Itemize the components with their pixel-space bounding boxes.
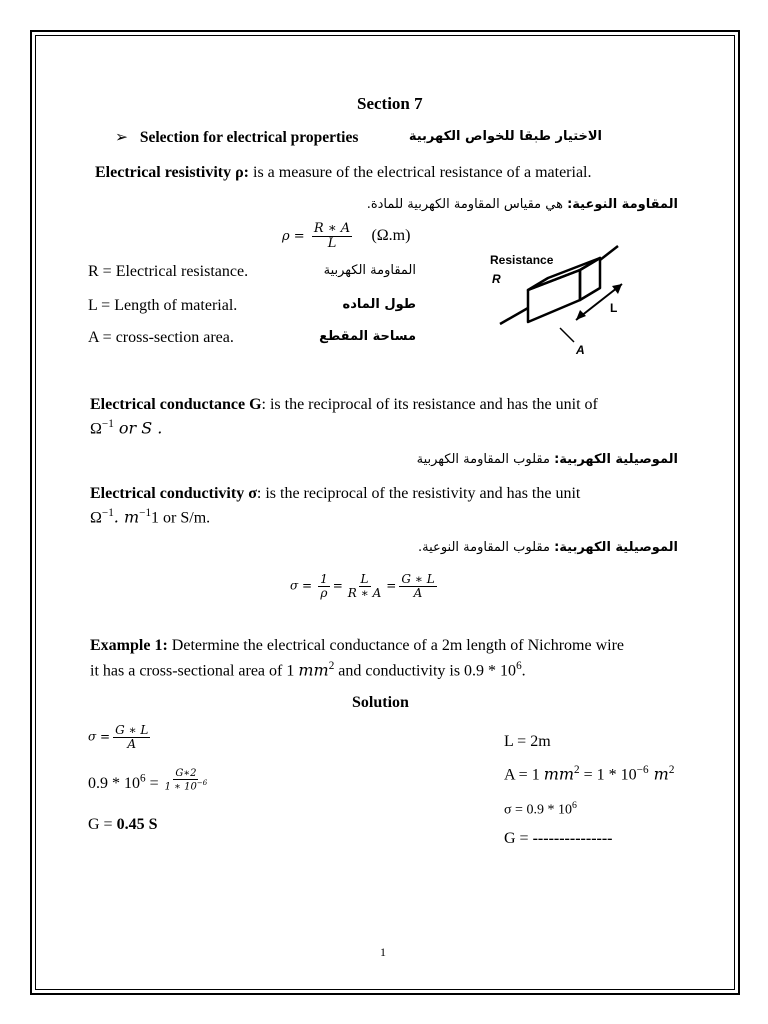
- s1-num: G ∗ L: [115, 723, 149, 737]
- example-text-2c: .: [521, 662, 526, 680]
- definition-l: L = Length of material.: [88, 297, 238, 314]
- given-s: σ = 0.9 * 10: [504, 802, 572, 818]
- definition-r: R = Electrical resistance.: [88, 263, 249, 280]
- cf-eq-1: =: [332, 578, 343, 593]
- conductivity-formula: [290, 573, 437, 600]
- conductivity-definition: [90, 485, 580, 503]
- s1-lhs: σ =: [88, 729, 111, 744]
- conductance-text: : is the reciprocal of its resistance and has the unit of: [261, 396, 598, 413]
- s3-a: G =: [88, 816, 117, 833]
- cf-frac-3-den: A: [413, 586, 423, 601]
- solution-step-2: [88, 768, 209, 796]
- given-g2: ---------------: [532, 830, 613, 847]
- solution-step-1: [88, 724, 150, 751]
- cf-frac-3: [399, 573, 436, 600]
- figure-label-l: L: [610, 301, 618, 315]
- example-unit-exp: 2: [328, 660, 335, 672]
- s2-den: 1 ∗ 10: [164, 781, 197, 793]
- given-area: [504, 764, 674, 784]
- example-text-1: Determine the electrical conductance of a 2m length of Nichrome wire: [167, 637, 625, 654]
- figure-label-a: A: [576, 343, 585, 357]
- solution-title: Solution: [352, 694, 409, 711]
- s2-den-exp: −6: [196, 779, 208, 787]
- heading-row: [115, 128, 358, 147]
- s2-frac: [163, 768, 210, 792]
- resistivity-text: is a measure of the electrical resistance of a material.: [249, 164, 592, 181]
- cf-frac-2-num: L: [360, 572, 369, 586]
- given-a-exp: 2: [574, 764, 580, 776]
- given-a-unit2: m: [648, 764, 669, 784]
- given-a2: = 1 * 10: [579, 766, 637, 784]
- resistance-diagram: [488, 238, 638, 363]
- example-line-2: [90, 660, 526, 680]
- solution-result: [88, 816, 157, 834]
- formula-num: R ∗ A: [313, 221, 351, 236]
- example-text-2b: and conductivity is 0.9 * 10: [334, 662, 517, 680]
- resistivity-term: Electrical resistivity ρ:: [95, 164, 249, 181]
- given-g1: G =: [504, 830, 533, 847]
- conductivity-ar: [418, 540, 678, 555]
- figure-label-r: R: [492, 272, 501, 286]
- s1-frac: [113, 724, 150, 751]
- section-title: Section 7: [357, 94, 423, 113]
- conductance-ar: [417, 452, 678, 467]
- conductance-unit-rest: or S .: [113, 418, 163, 438]
- resistivity-ar: [367, 197, 678, 212]
- given-a1: A = 1: [504, 766, 544, 784]
- heading-ar: الاختيار طبقا للخواص الكهربية: [408, 129, 602, 144]
- s2-num: G∗2: [175, 768, 197, 779]
- definition-a-ar: مساحة المقطع: [319, 329, 416, 344]
- heading-en: Selection for electrical properties: [139, 129, 359, 146]
- cf-frac-1-num: 1: [320, 572, 328, 586]
- cf-lhs: σ =: [290, 578, 313, 593]
- example-text-2a: it has a cross-sectional area of 1: [90, 662, 299, 680]
- example-exp-2: 6: [516, 660, 522, 672]
- cf-frac-2: [346, 573, 384, 600]
- s2-eq: =: [145, 774, 163, 792]
- page-number: 1: [380, 945, 386, 959]
- conductivity-unit-a: Ω: [90, 509, 102, 527]
- conductivity-unit-a-exp: −1: [101, 507, 114, 519]
- given-a-unit: mm: [543, 764, 575, 784]
- example-unit: mm: [298, 660, 329, 680]
- cf-eq-2: =: [386, 578, 397, 593]
- given-conductance: [504, 830, 613, 848]
- conductivity-term: Electrical conductivity σ: [90, 485, 257, 502]
- formula-fraction: [312, 222, 352, 252]
- given-s-exp: 6: [571, 800, 577, 811]
- conductivity-text: : is the reciprocal of the resistivity and has the unit: [256, 485, 581, 502]
- s3-b: 0.45 S: [116, 816, 158, 833]
- cf-frac-1-den: ρ: [320, 586, 328, 601]
- bullet-arrow-icon: ➢: [115, 129, 128, 146]
- example-line-1: [90, 637, 624, 655]
- cf-frac-2-den: R ∗ A: [347, 586, 382, 601]
- conductance-unit-omega: Ω: [90, 420, 102, 438]
- formula-unit: (Ω.m): [371, 226, 411, 244]
- cf-frac-3-num: G ∗ L: [401, 572, 435, 586]
- conductance-term: Electrical conductance G: [90, 396, 262, 413]
- definition-l-ar: طول الماده: [342, 297, 416, 312]
- given-sigma: [504, 800, 577, 819]
- conductance-unit: [90, 418, 162, 438]
- conductivity-ar-term: الموصيلية الكهربية:: [554, 540, 678, 555]
- conductivity-ar-text: مقلوب المقاومة النوعية.: [418, 540, 555, 555]
- s2-exp: 6: [140, 772, 146, 785]
- conductivity-unit-b: . m: [113, 507, 140, 527]
- given-a-exp2: −6: [636, 764, 649, 776]
- s2-den-wrap: [163, 780, 210, 792]
- conductance-ar-term: الموصيلية الكهربية:: [554, 452, 678, 467]
- formula-lhs: ρ =: [282, 228, 305, 244]
- conductance-definition: [90, 396, 598, 414]
- given-length: L = 2m: [504, 733, 551, 750]
- conductance-ar-text: مقلوب المقاومة الكهربية: [416, 452, 555, 467]
- definition-r-ar: المقاومة الكهربية: [323, 263, 416, 278]
- resistivity-formula: [282, 222, 410, 252]
- conductivity-unit-b-exp: −1: [139, 507, 152, 519]
- resistivity-ar-term: المقاومة النوعية:: [567, 197, 678, 212]
- resistivity-ar-text: هي مقياس المقاومة الكهربية للمادة.: [366, 197, 568, 212]
- formula-den: L: [327, 236, 337, 252]
- cf-frac-1: [318, 573, 330, 600]
- s2-lhs: 0.9 * 10: [88, 774, 140, 792]
- conductivity-unit: [90, 507, 210, 527]
- s1-den: A: [127, 737, 137, 752]
- figure-label-resistance: Resistance: [490, 253, 554, 267]
- example-label: Example 1:: [90, 637, 168, 654]
- resistivity-definition: [95, 164, 592, 182]
- given-a-exp3: 2: [668, 764, 675, 776]
- definition-a: A = cross-section area.: [88, 329, 234, 346]
- conductivity-unit-rest: 1 or S/m.: [151, 509, 211, 527]
- conductance-unit-exp: −1: [101, 418, 114, 430]
